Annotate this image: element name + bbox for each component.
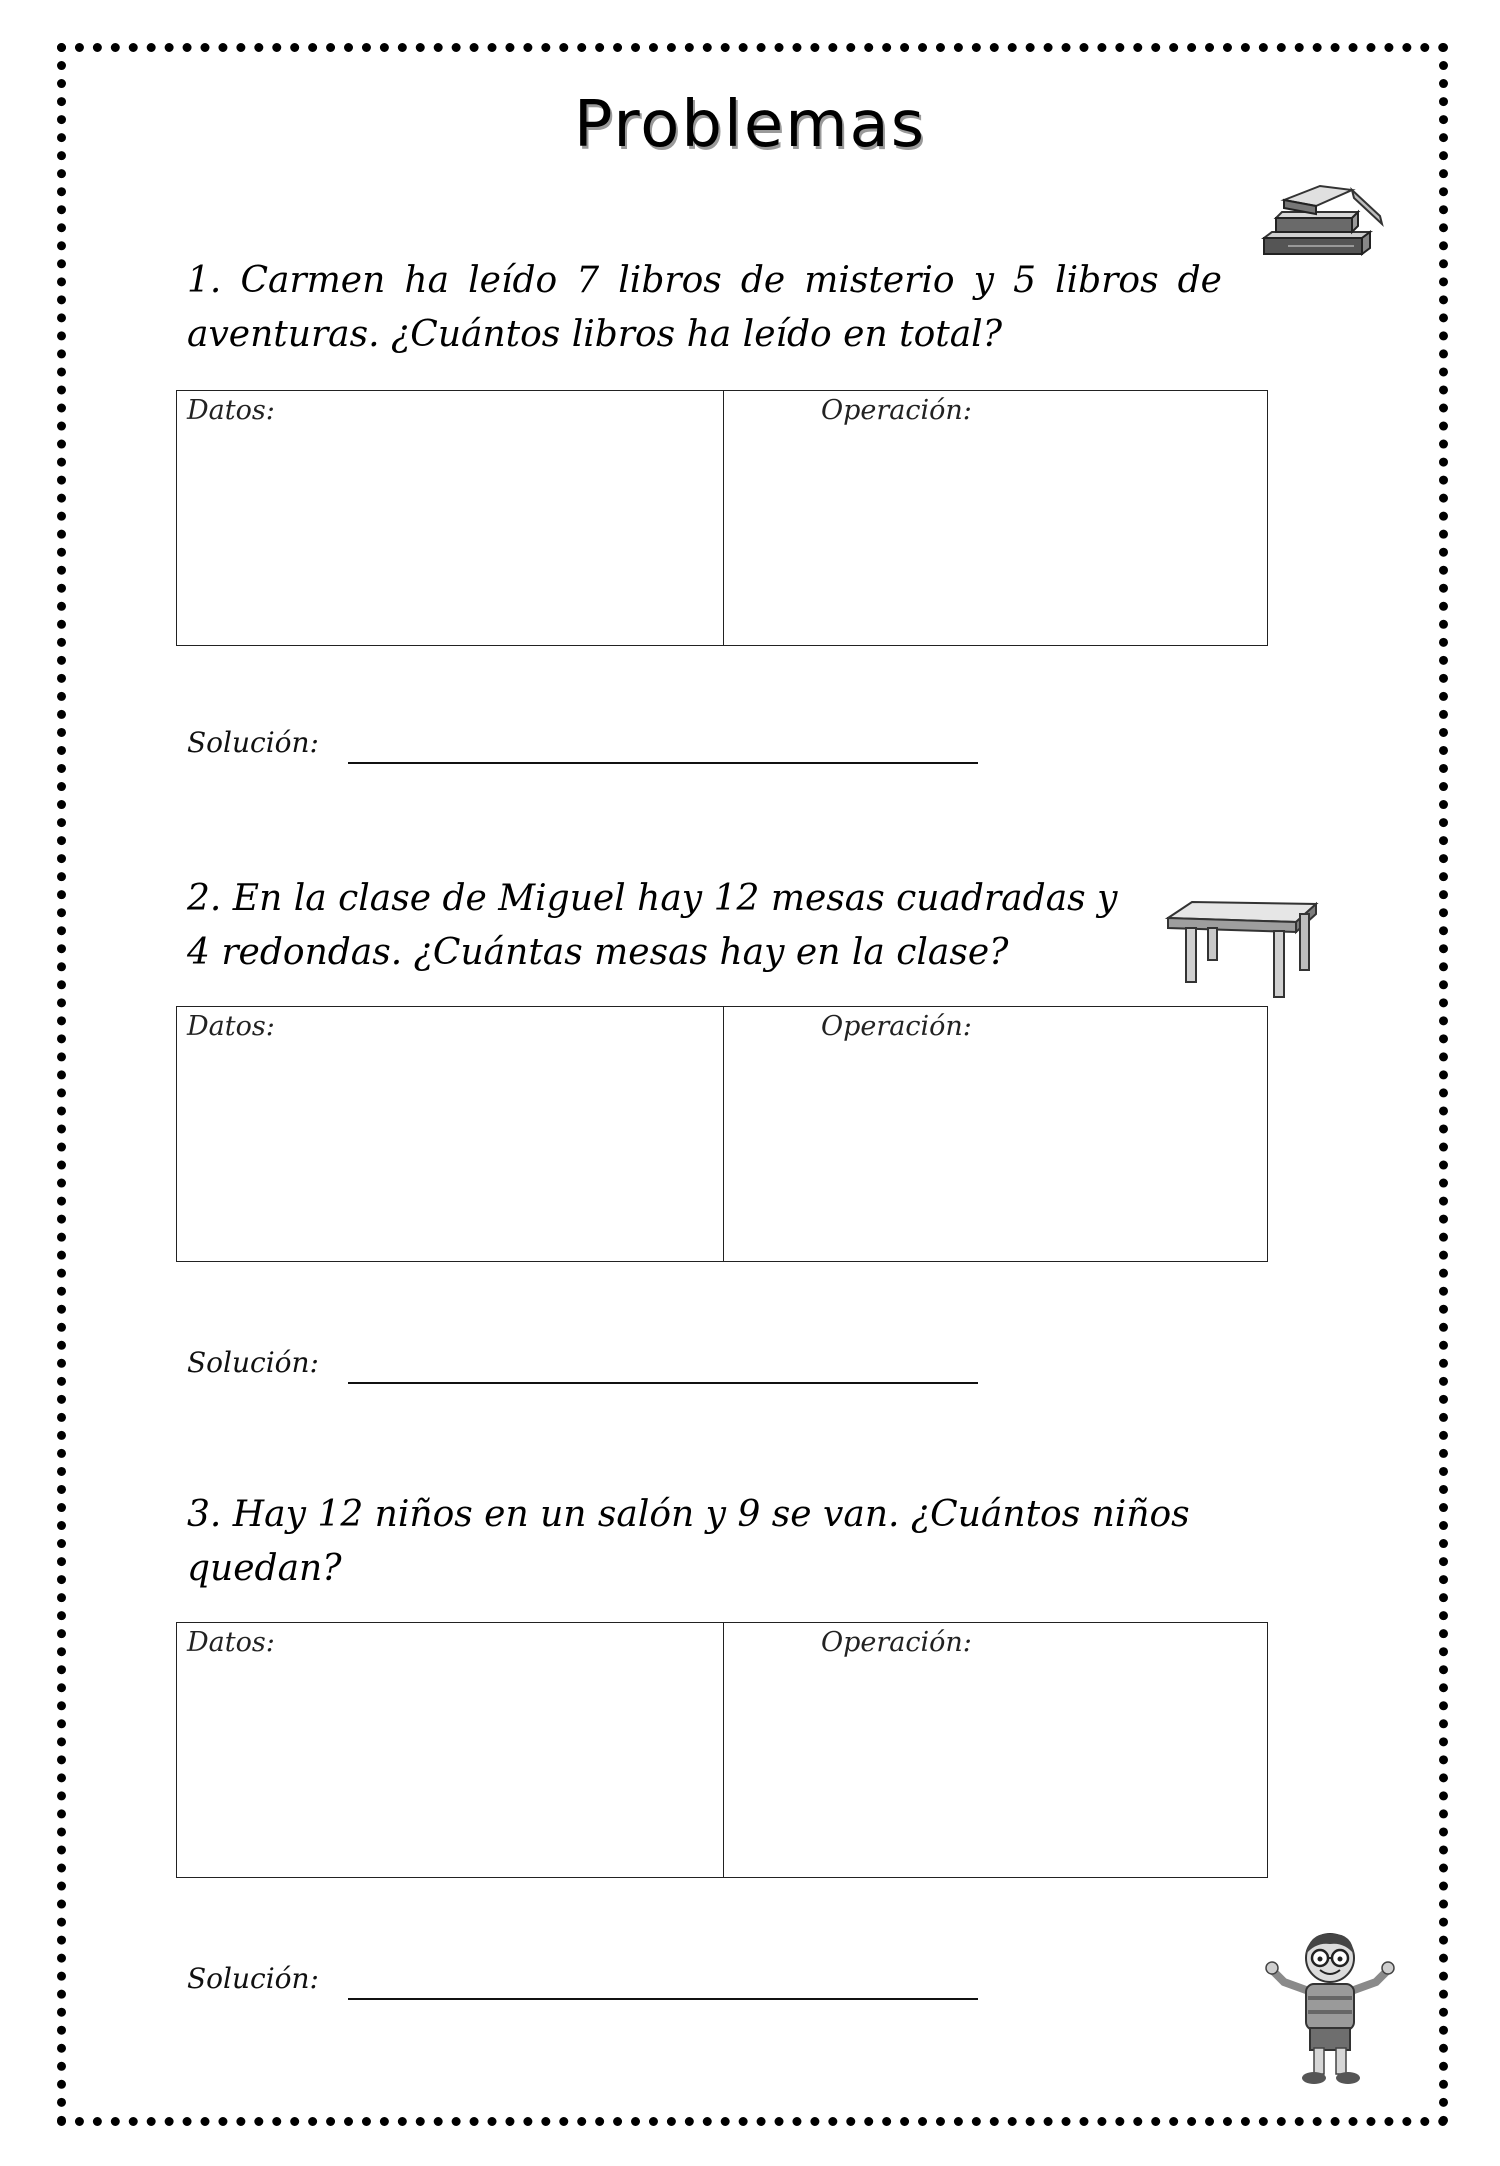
- problem-1-word-7: misterio: [804, 260, 955, 301]
- problem-1-text: [187, 254, 1222, 362]
- problem-2-line-2: 4 redondas. ¿Cuántas mesas hay en la clase?: [187, 932, 1009, 973]
- box-divider: [723, 1623, 724, 1877]
- operation-label: Operación:: [821, 1627, 972, 1658]
- problem-3-line-1: 3. Hay 12 niños en un salón y 9 se van. ¿Cuántos niños: [187, 1494, 1190, 1535]
- problem-3-answer-box: [176, 1622, 1268, 1878]
- problem-3-solution-line: [348, 1998, 978, 2000]
- problem-1-word-5: libros: [618, 260, 722, 301]
- box-divider: [723, 391, 724, 645]
- problem-1-line-2: aventuras. ¿Cuántos libros ha leído en total?: [187, 314, 1002, 355]
- problem-3-solution-label: Solución:: [187, 1962, 319, 1995]
- box-divider: [723, 1007, 724, 1261]
- problem-1-answer-box: [176, 390, 1268, 646]
- boy-icon: [1264, 1928, 1396, 2088]
- problem-2-line-1: 2. En la clase de Miguel hay 12 mesas cuadradas y: [187, 878, 1118, 919]
- problem-1-line-1: [187, 254, 1222, 308]
- table-icon: [1164, 898, 1320, 1002]
- problem-1-word-9: 5: [1013, 260, 1037, 301]
- operation-label: Operación:: [821, 1011, 972, 1042]
- page-title: Problemas: [573, 88, 927, 162]
- data-label: Datos:: [187, 1627, 275, 1658]
- data-label: Datos:: [187, 1011, 275, 1042]
- data-label: Datos:: [187, 395, 275, 426]
- problem-2-solution-label: Solución:: [187, 1346, 319, 1379]
- problem-1-word-3: leído: [468, 260, 558, 301]
- problem-1-word-0: 1.: [187, 260, 222, 301]
- problem-2-solution-line: [348, 1382, 978, 1384]
- problem-1-solution-label: Solución:: [187, 726, 319, 759]
- problem-1-word-11: de: [1177, 260, 1222, 301]
- problem-1-solution-line: [348, 762, 978, 764]
- problem-3-line-2: quedan?: [187, 1548, 342, 1589]
- problem-3-text: [187, 1488, 1190, 1596]
- problem-1-word-4: 7: [576, 260, 600, 301]
- problem-2-answer-box: [176, 1006, 1268, 1262]
- problem-1-word-10: libros: [1055, 260, 1159, 301]
- books-icon: [1258, 180, 1388, 262]
- problem-1-word-6: de: [740, 260, 786, 301]
- problem-1-word-2: ha: [404, 260, 450, 301]
- operation-label: Operación:: [821, 395, 972, 426]
- problem-2-text: [187, 872, 1117, 980]
- problem-1-word-8: y: [973, 260, 995, 301]
- problem-1-word-1: Carmen: [240, 260, 386, 301]
